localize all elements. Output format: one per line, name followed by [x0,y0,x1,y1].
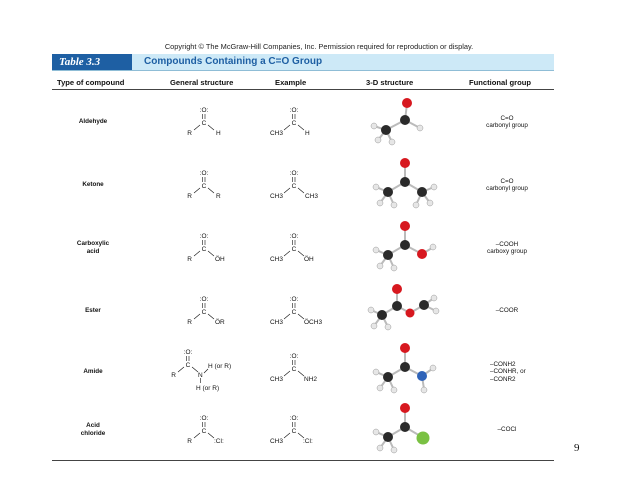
left-group: CH3 [269,256,283,263]
type-line: chloride [80,430,106,437]
left-group: CH3 [269,376,283,383]
oxygen-atom [406,309,415,318]
oxygen-atom [392,284,402,294]
chlorine-atom [417,432,430,445]
left-group: R [187,319,192,326]
functional-line: carbonyl group [486,122,528,129]
carbon-label: C [185,362,191,369]
left-group: CH3 [269,438,283,445]
general-structure [162,218,242,278]
oxygen-label: :O: [289,415,299,422]
carbon-atom [400,177,410,187]
hydrogen-atom [431,295,437,301]
type-line: Ester [85,307,101,314]
nitrogen-label: N [198,372,203,379]
header-functional: Functional group [469,78,532,87]
hydrogen-atom [427,200,433,206]
compound-type [52,92,134,152]
carbon-label: C [201,246,207,253]
n-substituent: H (or R) [196,385,220,392]
carbon-label: C [291,309,297,316]
hydrogen-atom [377,385,383,391]
carbon-label: C [291,428,297,435]
right-group: H [305,130,310,137]
table-row [52,400,554,460]
carbon-atom [383,250,393,260]
carbon-atom [417,187,427,197]
carbon-label: C [201,428,207,435]
carbon-atom [383,187,393,197]
type-line: Aldehyde [78,118,108,125]
table-row [52,342,554,402]
example-structure [257,281,327,341]
functional-line: –CONR2 [490,375,516,383]
n-substituent: H (or R) [208,363,232,370]
table-row [52,155,554,215]
right-group: R [216,193,221,200]
carbon-label: C [201,120,207,127]
hydrogen-atom [430,244,436,250]
hydrogen-atom [417,125,423,131]
carbon-label: C [201,309,207,316]
type-line: Amide [83,368,103,375]
ball-and-stick-model [352,92,442,152]
right-group: ÖR [215,319,225,326]
carbon-label: C [291,120,297,127]
oxygen-label: :O: [289,353,299,360]
oxygen-atom [400,158,410,168]
nitrogen-atom [417,371,427,381]
functional-group [462,155,552,215]
carbon-atom [377,310,387,320]
table-bottom-rule [52,460,554,461]
right-group: NH2 [304,376,318,383]
ball-and-stick-model [352,281,442,341]
example-structure [257,155,327,215]
carbon-label: C [291,183,297,190]
hydrogen-atom [373,184,379,190]
hydrogen-atom [391,202,397,208]
table-row [52,218,554,278]
right-group: :Cl: [214,438,224,445]
oxygen-label: :O: [289,296,299,303]
table-row [52,92,554,152]
type-line: acid [86,248,100,255]
header-3d: 3-D structure [366,78,414,87]
hydrogen-atom [373,429,379,435]
hydrogen-atom [368,307,374,313]
oxygen-label: :O: [183,349,193,356]
carbon-atom [383,372,393,382]
oxygen-atom [417,249,427,259]
functional-line: –CONH2 [490,360,516,368]
carbon-atom [381,125,391,135]
left-group: R [171,372,176,379]
hydrogen-atom [391,447,397,453]
left-group: CH3 [269,130,283,137]
page-number: 9 [574,442,580,454]
hydrogen-atom [413,202,419,208]
table-number: Table 3.3 [52,54,132,70]
hydrogen-atom [421,387,427,393]
oxygen-label: :O: [199,107,209,114]
right-group: CH3 [305,193,319,200]
hydrogen-atom [371,123,377,129]
carbon-atom [383,432,393,442]
table-row [52,281,554,341]
functional-line: carbonyl group [486,185,528,192]
table-title-bar [52,54,554,71]
type-line: Acid [86,422,100,429]
oxygen-atom [400,343,410,353]
hydrogen-atom [430,365,436,371]
right-group: ÖCH3 [304,319,323,326]
hydrogen-atom [391,387,397,393]
ball-and-stick-model [352,155,442,215]
carbon-label: C [201,183,207,190]
compound-type [52,281,134,341]
carbon-atom [400,362,410,372]
oxygen-label: :O: [289,170,299,177]
example-structure [257,218,327,278]
functional-group [462,218,552,278]
functional-line: –COOR [495,307,519,315]
hydrogen-atom [431,184,437,190]
oxygen-label: :O: [289,233,299,240]
left-group: R [187,130,192,137]
left-group: CH3 [269,193,283,200]
general-structure [162,281,242,341]
header-general: General structure [170,78,234,87]
functional-line: carboxy group [487,248,527,255]
oxygen-atom [400,221,410,231]
header-type: Type of compound [57,78,125,87]
oxygen-label: :O: [289,107,299,114]
functional-group [462,400,552,460]
copyright-notice: Copyright © The McGraw-Hill Companies, Inc. Permission required for reproduction or display. [164,42,474,51]
example-structure [257,342,327,402]
hydrogen-atom [391,265,397,271]
oxygen-label: :O: [199,296,209,303]
functional-line: –COCl [497,426,517,434]
functional-group [462,281,552,341]
left-group: R [187,256,192,263]
left-group: CH3 [269,319,283,326]
carbon-atom [400,422,410,432]
functional-group [462,342,552,402]
general-structure [152,342,247,402]
left-group: R [187,438,192,445]
hydrogen-atom [377,200,383,206]
compound-type [52,342,134,402]
left-group: R [187,193,192,200]
header-rule [52,89,554,90]
oxygen-label: :O: [199,415,209,422]
ball-and-stick-model [352,342,442,402]
functional-line: –CONHR, or [490,368,526,376]
hydrogen-atom [377,263,383,269]
general-structure [162,92,242,152]
oxygen-atom [402,98,412,108]
carbon-label: C [291,366,297,373]
right-group: ÖH [215,256,225,263]
right-group: ÖH [304,256,314,263]
right-group: H [216,130,221,137]
header-example: Example [275,78,307,87]
compound-type [52,155,134,215]
carbon-atom [419,300,429,310]
ball-and-stick-model [352,400,442,460]
carbon-atom [392,301,402,311]
hydrogen-atom [389,139,395,145]
carbon-atom [400,240,410,250]
hydrogen-atom [385,324,391,330]
functional-line: C=O [500,114,514,122]
hydrogen-atom [433,308,439,314]
hydrogen-atom [373,247,379,253]
type-line: Ketone [82,181,104,188]
carbon-atom [400,115,410,125]
oxygen-label: :O: [199,233,209,240]
example-structure [257,400,327,460]
general-structure [162,400,242,460]
carbon-label: C [291,246,297,253]
functional-group [462,92,552,152]
functional-line: –COOH [495,240,519,248]
hydrogen-atom [373,369,379,375]
compound-type [52,218,134,278]
hydrogen-atom [371,323,377,329]
oxygen-atom [400,403,410,413]
table-title: Compounds Containing a C=O Group [144,56,323,67]
right-group: :Cl: [303,438,313,445]
compound-type [52,400,134,460]
general-structure [162,155,242,215]
example-structure [257,92,327,152]
hydrogen-atom [375,137,381,143]
oxygen-label: :O: [199,170,209,177]
hydrogen-atom [377,445,383,451]
ball-and-stick-model [352,218,442,278]
functional-line: C=O [500,177,514,185]
type-line: Carboxylic [76,240,110,247]
